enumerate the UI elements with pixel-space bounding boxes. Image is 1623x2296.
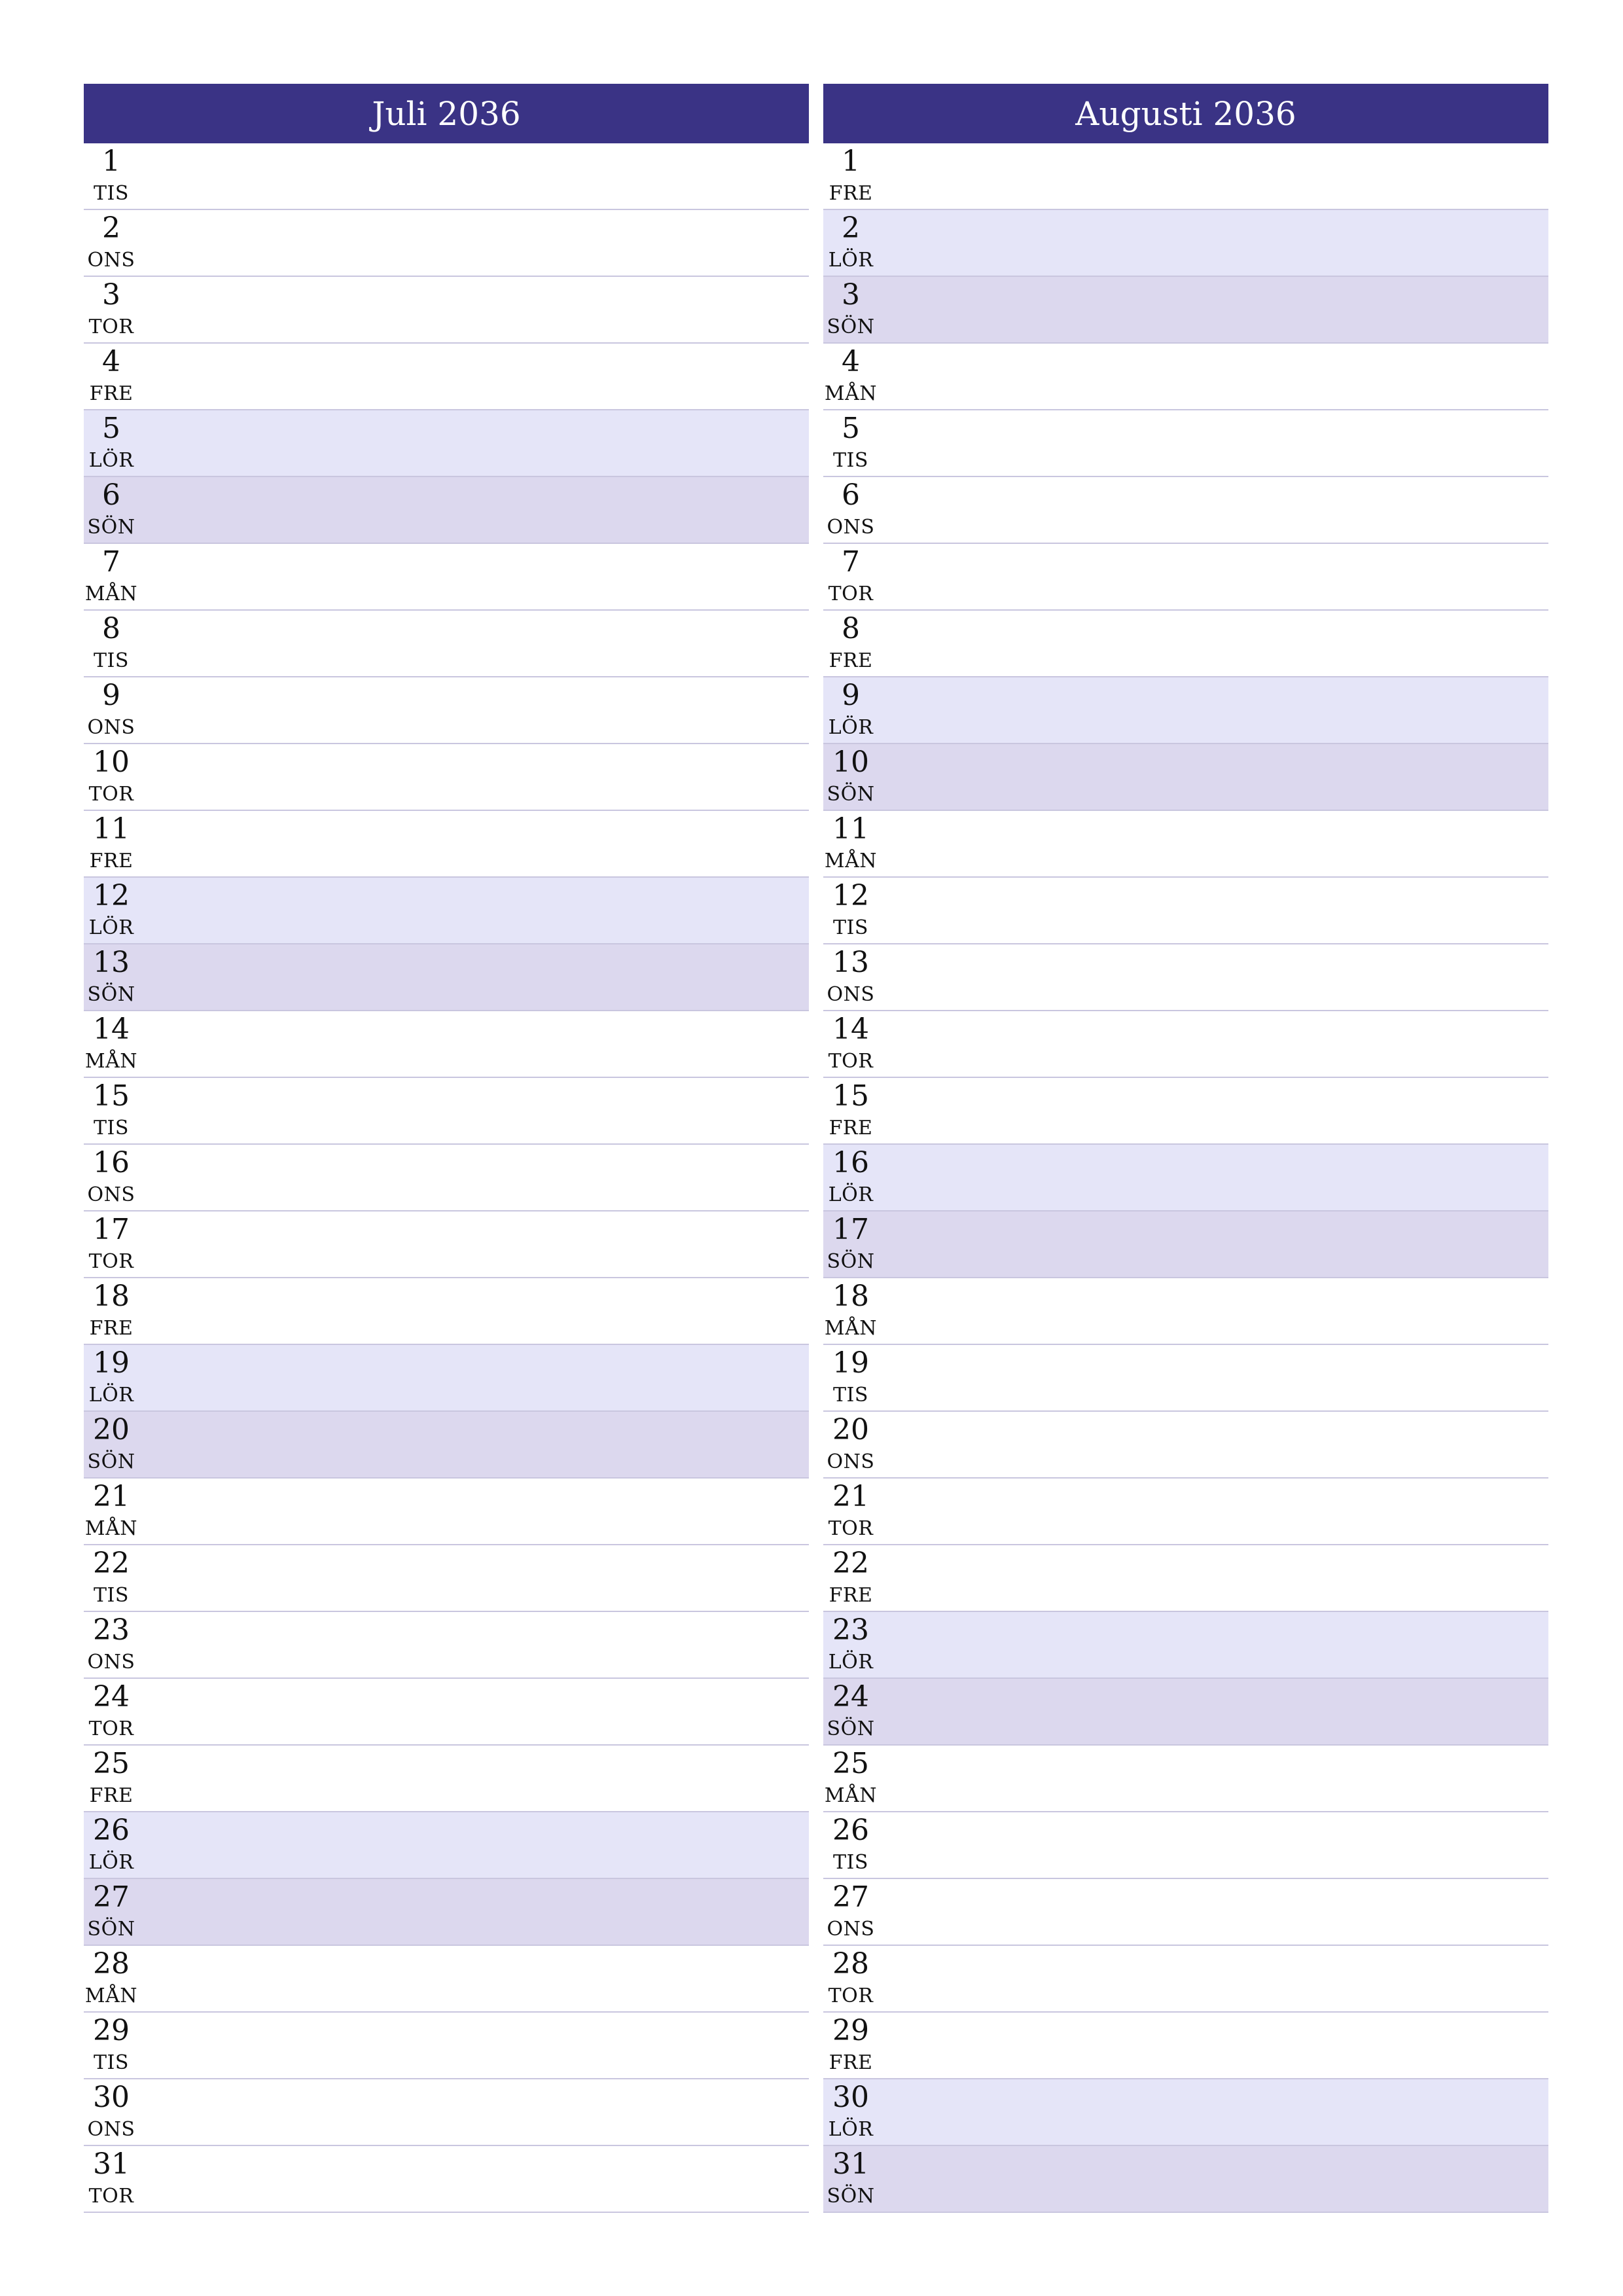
day-number: 19: [93, 1346, 130, 1380]
day-number: 15: [832, 1079, 869, 1113]
day-number: 1: [102, 145, 120, 178]
day-number: 8: [842, 612, 860, 645]
day-label: [84, 477, 139, 543]
day-label: [823, 210, 878, 276]
day-row: [84, 2079, 809, 2146]
day-label: [84, 811, 139, 876]
weekday-name: TOR: [828, 583, 874, 605]
weekday-name: ONS: [87, 1183, 135, 1206]
day-row: [823, 744, 1548, 811]
day-row: [823, 344, 1548, 410]
weekday-name: TOR: [88, 783, 134, 806]
day-number: 12: [93, 879, 130, 912]
weekday-name: SÖN: [827, 783, 875, 806]
weekday-name: TOR: [828, 1050, 874, 1073]
day-number: 13: [93, 946, 130, 979]
day-label: [823, 477, 878, 543]
day-row: [84, 1145, 809, 1211]
day-label: [84, 677, 139, 743]
day-row: [823, 1946, 1548, 2013]
weekday-name: SÖN: [87, 1918, 135, 1941]
weekday-name: TOR: [828, 1984, 874, 2007]
day-row: [84, 1946, 809, 2013]
day-row: [823, 1345, 1548, 1412]
weekday-name: TOR: [88, 1717, 134, 1740]
day-label: [84, 410, 139, 476]
day-label: [84, 1612, 139, 1677]
day-number: 23: [93, 1613, 130, 1647]
day-number: 8: [102, 612, 120, 645]
day-label: [823, 611, 878, 676]
weekday-name: ONS: [827, 1450, 875, 1473]
day-row: [823, 1545, 1548, 1612]
day-label: [84, 1879, 139, 1945]
day-label: [823, 1278, 878, 1344]
day-number: 24: [832, 1680, 869, 1713]
day-number: 29: [832, 2014, 869, 2047]
day-row: [84, 210, 809, 277]
day-row: [823, 277, 1548, 344]
day-label: [823, 1211, 878, 1277]
weekday-name: TIS: [833, 449, 868, 472]
weekday-name: FRE: [829, 1117, 873, 1139]
weekday-name: LÖR: [828, 2118, 874, 2141]
weekday-name: MÅN: [824, 382, 878, 405]
day-number: 2: [102, 211, 120, 245]
day-label: [823, 410, 878, 476]
day-row: [84, 1011, 809, 1078]
weekday-name: FRE: [89, 382, 134, 405]
day-row: [84, 2013, 809, 2079]
day-label: [84, 1946, 139, 2011]
day-row: [823, 1746, 1548, 1812]
day-number: 10: [832, 745, 869, 779]
day-number: 16: [93, 1146, 130, 1179]
weekday-name: FRE: [829, 649, 873, 672]
day-number: 4: [102, 345, 120, 378]
day-number: 20: [93, 1413, 130, 1446]
day-number: 27: [93, 1880, 130, 1914]
day-number: 1: [842, 145, 860, 178]
day-row: [84, 1679, 809, 1746]
day-row: [84, 344, 809, 410]
day-number: 5: [102, 412, 120, 445]
day-number: 21: [832, 1480, 869, 1513]
weekday-name: LÖR: [828, 1183, 874, 1206]
weekday-name: MÅN: [824, 1784, 878, 1807]
day-row: [823, 1278, 1548, 1345]
weekday-name: MÅN: [84, 1050, 138, 1073]
day-label: [823, 811, 878, 876]
day-number: 27: [832, 1880, 869, 1914]
day-row: [823, 944, 1548, 1011]
day-label: [823, 878, 878, 943]
weekday-name: MÅN: [824, 850, 878, 872]
day-number: 25: [832, 1747, 869, 1780]
day-label: [823, 344, 878, 409]
day-number: 16: [832, 1146, 869, 1179]
day-row: [823, 1145, 1548, 1211]
day-row: [823, 544, 1548, 611]
weekday-name: ONS: [87, 249, 135, 272]
day-row: [823, 811, 1548, 878]
day-label: [84, 1746, 139, 1811]
day-label: [823, 1879, 878, 1945]
day-label: [823, 2079, 878, 2145]
day-row: [84, 277, 809, 344]
day-number: 3: [842, 278, 860, 312]
weekday-name: FRE: [829, 1584, 873, 1607]
day-row: [823, 878, 1548, 944]
day-label: [823, 677, 878, 743]
day-number: 30: [93, 2081, 130, 2114]
day-number: 28: [832, 1947, 869, 1981]
day-label: [823, 143, 878, 209]
weekday-name: LÖR: [828, 249, 874, 272]
weekday-name: FRE: [829, 2051, 873, 2074]
day-number: 18: [832, 1280, 869, 1313]
day-label: [84, 1545, 139, 1611]
day-number: 11: [93, 812, 130, 846]
day-row: [84, 944, 809, 1011]
day-row: [823, 1412, 1548, 1479]
weekday-name: SÖN: [827, 1250, 875, 1273]
weekday-name: SÖN: [827, 315, 875, 338]
day-label: [84, 2013, 139, 2078]
day-label: [84, 1011, 139, 1077]
day-label: [84, 1345, 139, 1410]
day-label: [823, 544, 878, 609]
weekday-name: FRE: [829, 182, 873, 205]
day-number: 6: [842, 478, 860, 512]
weekday-name: ONS: [827, 516, 875, 539]
day-number: 29: [93, 2014, 130, 2047]
day-number: 15: [93, 1079, 130, 1113]
day-number: 31: [93, 2147, 130, 2181]
month-column-july: [84, 84, 809, 2213]
day-number: 17: [93, 1213, 130, 1246]
weekday-name: TOR: [88, 315, 134, 338]
day-label: [84, 2146, 139, 2212]
day-row: [84, 1345, 809, 1412]
weekday-name: ONS: [87, 2118, 135, 2141]
weekday-name: SÖN: [87, 983, 135, 1006]
day-number: 19: [832, 1346, 869, 1380]
day-label: [84, 878, 139, 943]
day-number: 22: [832, 1547, 869, 1580]
day-row: [84, 1545, 809, 1612]
day-number: 23: [832, 1613, 869, 1647]
day-label: [84, 744, 139, 810]
day-row: [823, 1812, 1548, 1879]
weekday-name: MÅN: [824, 1317, 878, 1340]
day-row: [84, 811, 809, 878]
day-row: [84, 1278, 809, 1345]
weekday-name: MÅN: [84, 1517, 138, 1540]
day-row: [84, 744, 809, 811]
day-row: [84, 1879, 809, 1946]
day-row: [84, 2146, 809, 2213]
day-number: 17: [832, 1213, 869, 1246]
day-number: 24: [93, 1680, 130, 1713]
day-row: [823, 143, 1548, 210]
weekday-name: MÅN: [84, 1984, 138, 2007]
day-row: [84, 1412, 809, 1479]
day-label: [84, 611, 139, 676]
day-label: [823, 1812, 878, 1878]
day-label: [84, 1812, 139, 1878]
weekday-name: TIS: [94, 1584, 129, 1607]
day-number: 2: [842, 211, 860, 245]
weekday-name: TIS: [833, 916, 868, 939]
day-row: [823, 1011, 1548, 1078]
day-row: [823, 1612, 1548, 1679]
weekday-name: ONS: [827, 983, 875, 1006]
weekday-name: FRE: [89, 1784, 134, 1807]
day-number: 20: [832, 1413, 869, 1446]
day-label: [823, 1946, 878, 2011]
day-row: [823, 1078, 1548, 1145]
weekday-name: TIS: [94, 1117, 129, 1139]
weekday-name: TOR: [88, 1250, 134, 1273]
weekday-name: TIS: [94, 182, 129, 205]
day-row: [84, 1078, 809, 1145]
day-number: 18: [93, 1280, 130, 1313]
weekday-name: LÖR: [88, 916, 134, 939]
weekday-name: SÖN: [87, 516, 135, 539]
day-list: [84, 143, 809, 2213]
weekday-name: LÖR: [828, 1651, 874, 1674]
weekday-name: MÅN: [84, 583, 138, 605]
day-number: 7: [842, 545, 860, 579]
day-label: [84, 344, 139, 409]
day-row: [84, 143, 809, 210]
weekday-name: ONS: [827, 1918, 875, 1941]
day-row: [823, 611, 1548, 677]
day-label: [823, 2146, 878, 2212]
weekday-name: TIS: [94, 649, 129, 672]
weekday-name: SÖN: [827, 1717, 875, 1740]
day-label: [84, 1278, 139, 1344]
weekday-name: LÖR: [828, 716, 874, 739]
day-label: [823, 944, 878, 1010]
weekday-name: ONS: [87, 1651, 135, 1674]
day-row: [823, 210, 1548, 277]
day-label: [823, 1479, 878, 1544]
day-number: 7: [102, 545, 120, 579]
day-number: 21: [93, 1480, 130, 1513]
day-list: [823, 143, 1548, 2213]
day-row: [823, 1879, 1548, 1946]
weekday-name: ONS: [87, 716, 135, 739]
day-row: [84, 1812, 809, 1879]
day-number: 28: [93, 1947, 130, 1981]
day-label: [823, 1746, 878, 1811]
day-row: [84, 1612, 809, 1679]
day-number: 14: [832, 1013, 869, 1046]
weekday-name: SÖN: [87, 1450, 135, 1473]
day-number: 5: [842, 412, 860, 445]
day-number: 10: [93, 745, 130, 779]
day-row: [823, 410, 1548, 477]
day-number: 26: [93, 1814, 130, 1847]
day-row: [823, 2013, 1548, 2079]
day-number: 13: [832, 946, 869, 979]
day-number: 12: [832, 879, 869, 912]
day-row: [823, 2146, 1548, 2213]
day-row: [84, 1211, 809, 1278]
day-label: [84, 1679, 139, 1744]
day-row: [823, 1479, 1548, 1545]
day-row: [84, 1746, 809, 1812]
day-number: 22: [93, 1547, 130, 1580]
day-number: 31: [832, 2147, 869, 2181]
day-label: [823, 1011, 878, 1077]
day-label: [823, 744, 878, 810]
weekday-name: LÖR: [88, 1384, 134, 1407]
day-number: 14: [93, 1013, 130, 1046]
day-label: [823, 1145, 878, 1210]
day-row: [823, 2079, 1548, 2146]
day-row: [84, 477, 809, 544]
day-number: 9: [102, 679, 120, 712]
day-row: [823, 677, 1548, 744]
day-label: [823, 2013, 878, 2078]
day-label: [823, 1412, 878, 1477]
day-label: [84, 143, 139, 209]
day-label: [823, 1612, 878, 1677]
day-number: 11: [832, 812, 869, 846]
day-row: [84, 878, 809, 944]
day-label: [84, 944, 139, 1010]
day-row: [84, 1479, 809, 1545]
day-row: [84, 611, 809, 677]
day-label: [823, 1545, 878, 1611]
day-label: [84, 1211, 139, 1277]
day-row: [84, 410, 809, 477]
weekday-name: FRE: [89, 1317, 134, 1340]
weekday-name: SÖN: [827, 2185, 875, 2208]
weekday-name: FRE: [89, 850, 134, 872]
day-row: [823, 477, 1548, 544]
weekday-name: TIS: [833, 1384, 868, 1407]
day-label: [84, 1479, 139, 1544]
day-label: [84, 2079, 139, 2145]
day-label: [823, 1679, 878, 1744]
day-number: 25: [93, 1747, 130, 1780]
weekday-name: TIS: [833, 1851, 868, 1874]
day-row: [823, 1679, 1548, 1746]
day-label: [84, 544, 139, 609]
day-number: 26: [832, 1814, 869, 1847]
weekday-name: TOR: [88, 2185, 134, 2208]
day-number: 30: [832, 2081, 869, 2114]
day-label: [823, 1078, 878, 1143]
day-row: [823, 1211, 1548, 1278]
day-label: [84, 1145, 139, 1210]
day-label: [823, 277, 878, 342]
day-number: 3: [102, 278, 120, 312]
day-row: [84, 544, 809, 611]
day-row: [84, 677, 809, 744]
day-label: [823, 1345, 878, 1410]
day-label: [84, 210, 139, 276]
day-number: 4: [842, 345, 860, 378]
weekday-name: LÖR: [88, 1851, 134, 1874]
day-number: 9: [842, 679, 860, 712]
day-label: [84, 1412, 139, 1477]
day-label: [84, 1078, 139, 1143]
weekday-name: LÖR: [88, 449, 134, 472]
month-column-august: [823, 84, 1548, 2213]
weekday-name: TIS: [94, 2051, 129, 2074]
weekday-name: TOR: [828, 1517, 874, 1540]
month-title: Juli 2036: [84, 84, 809, 143]
month-title: Augusti 2036: [823, 84, 1548, 143]
day-label: [84, 277, 139, 342]
day-number: 6: [102, 478, 120, 512]
